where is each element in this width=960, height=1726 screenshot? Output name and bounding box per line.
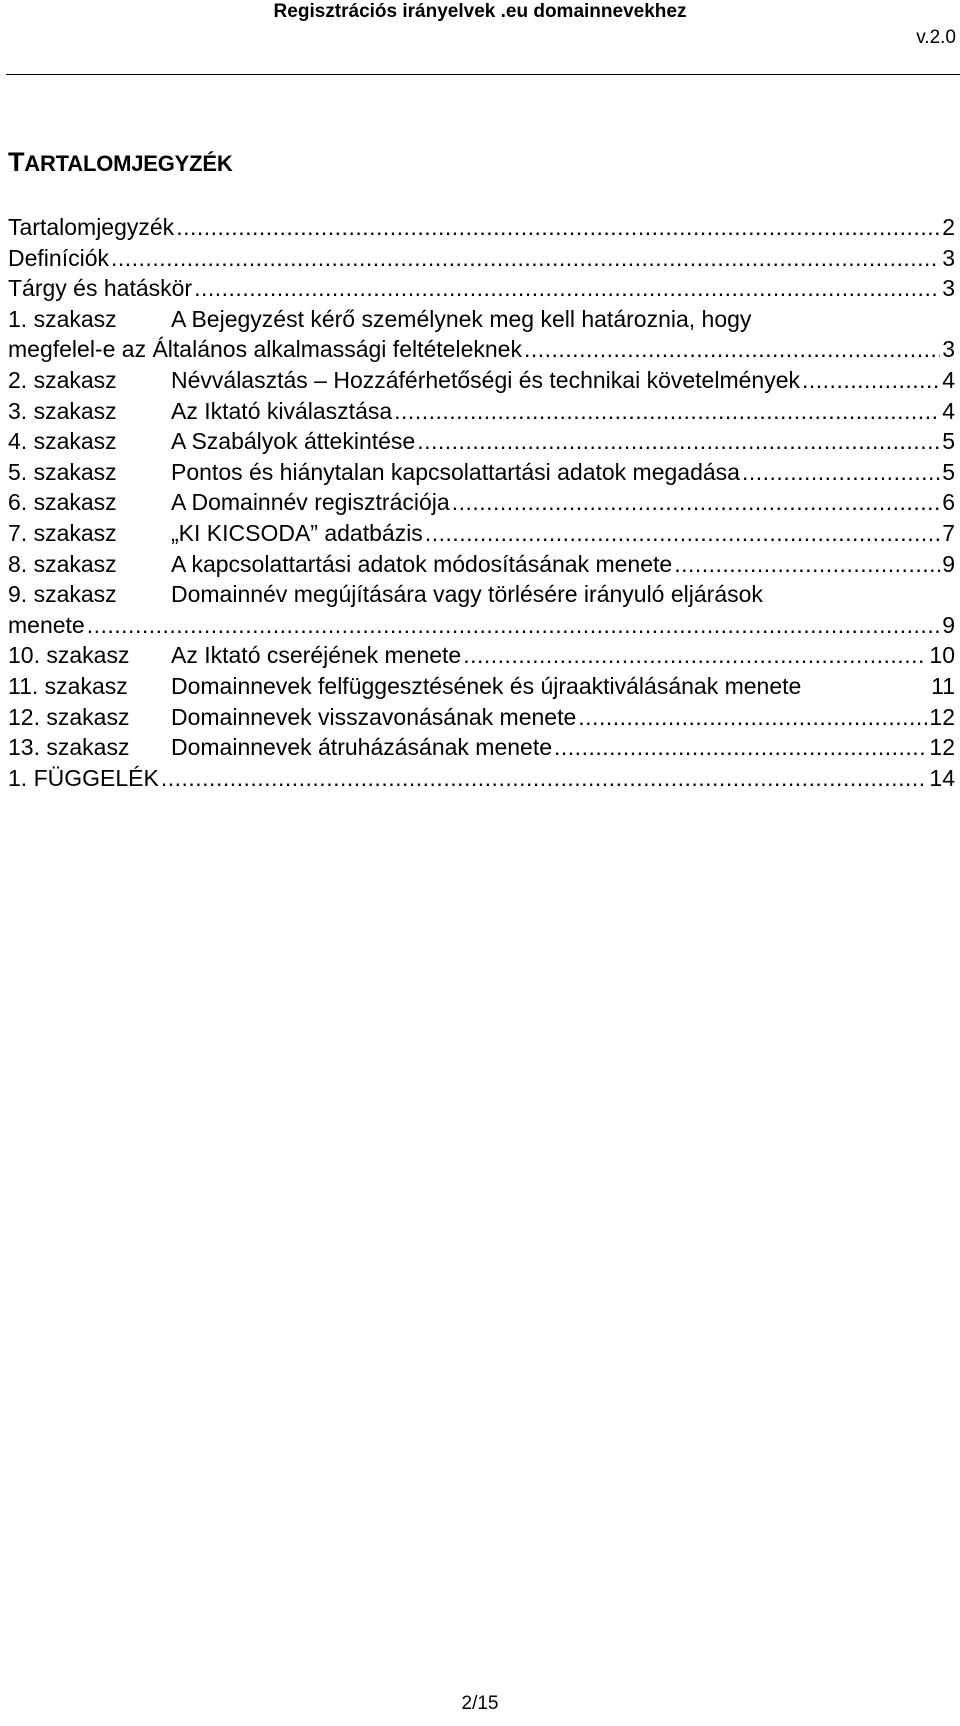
toc-entry-number: 9. szakasz bbox=[8, 581, 117, 608]
toc-entry-continuation bbox=[8, 334, 955, 365]
toc-entry-title: Tartalomjegyzék bbox=[8, 214, 175, 240]
toc-entry-title: 1. FÜGGELÉK bbox=[8, 764, 159, 791]
toc-entry-title: „KI KICSODA” adatbázis bbox=[171, 519, 423, 546]
toc-entry-page: 9 bbox=[942, 550, 955, 577]
toc-entry-title: A Szabályok áttekintése bbox=[171, 428, 416, 455]
toc-entry[interactable] bbox=[8, 732, 955, 763]
toc-entry-page: 10 bbox=[929, 642, 955, 669]
toc-leader-dots bbox=[802, 365, 940, 396]
toc-entry[interactable] bbox=[8, 396, 955, 427]
toc-leader-dots bbox=[425, 518, 940, 549]
toc-leader-dots bbox=[111, 243, 940, 274]
toc-entry-page: 7 bbox=[942, 519, 955, 546]
toc-entry-number: 5. szakasz bbox=[8, 458, 117, 485]
toc-leader-dots bbox=[463, 640, 927, 671]
toc-entry[interactable] bbox=[8, 365, 955, 396]
toc-entry-title-continuation: megfelel-e az Általános alkalmassági feltételeknek bbox=[8, 336, 522, 363]
toc-entry-title: A kapcsolattartási adatok módosításának menete bbox=[171, 550, 673, 577]
toc-leader-dots bbox=[161, 763, 928, 794]
toc-entry-page: 14 bbox=[929, 764, 955, 791]
toc-entry[interactable] bbox=[8, 579, 955, 610]
toc-entry[interactable] bbox=[8, 212, 955, 243]
toc-entry-number: 8. szakasz bbox=[8, 550, 117, 577]
toc-entry-page: 12 bbox=[929, 734, 955, 761]
toc-entry-number: 6. szakasz bbox=[8, 489, 117, 516]
toc-leader-dots bbox=[554, 732, 927, 763]
toc-entry-title: Domainnevek felfüggesztésének és újraaktiválásának menete bbox=[171, 672, 802, 699]
header-title: Regisztrációs irányelvek .eu domainnevekhez bbox=[273, 1, 687, 22]
toc-entry-page: 6 bbox=[942, 489, 955, 516]
toc-leader-dots bbox=[194, 273, 940, 304]
toc-entry-title-continuation: menete bbox=[8, 611, 85, 638]
toc-entry-page: 4 bbox=[942, 397, 955, 424]
table-of-contents bbox=[8, 212, 955, 793]
toc-entry-page: 3 bbox=[942, 275, 955, 302]
toc-entry-page: 4 bbox=[942, 366, 955, 393]
toc-leader-dots bbox=[87, 610, 940, 641]
header-version: v.2.0 bbox=[916, 27, 956, 48]
toc-entry[interactable] bbox=[8, 549, 955, 580]
toc-entry-continuation bbox=[8, 610, 955, 641]
toc-entry[interactable] bbox=[8, 487, 955, 518]
toc-entry-number: 1. szakasz bbox=[8, 305, 117, 332]
toc-entry-page: 11 bbox=[931, 672, 955, 699]
toc-leader-dots bbox=[524, 334, 940, 365]
toc-entry-page: 12 bbox=[929, 703, 955, 730]
toc-entry-title: Tárgy és hatáskör bbox=[8, 275, 193, 302]
toc-leader-dots bbox=[394, 396, 940, 427]
toc-entry-number: 10. szakasz bbox=[8, 642, 130, 669]
toc-leader-dots bbox=[742, 457, 940, 488]
toc-entry-title: Domainnevek átruházásának menete bbox=[171, 734, 553, 761]
toc-entry[interactable] bbox=[8, 304, 955, 335]
toc-entry[interactable] bbox=[8, 457, 955, 488]
toc-entry-title: Domainnév megújítására vagy törlésére irányuló eljárások bbox=[171, 581, 763, 608]
page-number: 2/15 bbox=[461, 1693, 499, 1714]
toc-entry[interactable] bbox=[8, 671, 955, 702]
toc-entry[interactable] bbox=[8, 702, 955, 733]
toc-entry-number: 13. szakasz bbox=[8, 734, 130, 761]
toc-entry-page: 5 bbox=[942, 428, 955, 455]
header-divider bbox=[6, 74, 960, 75]
toc-entry-number: 11. szakasz bbox=[8, 672, 128, 699]
toc-entry-number: 3. szakasz bbox=[8, 397, 117, 424]
toc-leader-dots bbox=[176, 212, 940, 243]
toc-entry-title: Definíciók bbox=[8, 244, 109, 271]
toc-leader-dots bbox=[452, 487, 941, 518]
toc-entry-page: 3 bbox=[942, 244, 955, 271]
toc-entry[interactable] bbox=[8, 273, 955, 304]
toc-entry-title: A Bejegyzést kérő személynek meg kell határoznia, hogy bbox=[171, 305, 752, 332]
toc-entry-page: 9 bbox=[942, 611, 955, 638]
toc-entry-title: Domainnevek visszavonásának menete bbox=[171, 703, 577, 730]
toc-entry-title: A Domainnév regisztrációja bbox=[171, 489, 450, 516]
toc-entry-page: 5 bbox=[942, 458, 955, 485]
toc-entry[interactable] bbox=[8, 243, 955, 274]
toc-entry-number: 7. szakasz bbox=[8, 519, 117, 546]
toc-entry-title: Pontos és hiánytalan kapcsolattartási adatok megadása bbox=[171, 458, 740, 485]
toc-entry[interactable] bbox=[8, 763, 955, 794]
toc-entry-page: 3 bbox=[942, 336, 955, 363]
toc-entry-title: Névválasztás – Hozzáférhetőségi és technikai követelmények bbox=[171, 366, 800, 393]
toc-entry[interactable] bbox=[8, 640, 955, 671]
toc-entry-number: 2. szakasz bbox=[8, 366, 117, 393]
toc-entry-title: Az Iktató kiválasztása bbox=[171, 397, 393, 424]
toc-entry-title: Az Iktató cseréjének menete bbox=[171, 642, 462, 669]
toc-entry-number: 4. szakasz bbox=[8, 428, 117, 455]
toc-entry[interactable] bbox=[8, 426, 955, 457]
toc-entry-number: 12. szakasz bbox=[8, 703, 130, 730]
toc-heading: TARTALOMJEGYZÉK bbox=[8, 147, 233, 177]
toc-entry-page: 2 bbox=[942, 214, 955, 240]
toc-leader-dots bbox=[674, 549, 940, 580]
toc-entry[interactable] bbox=[8, 518, 955, 549]
toc-leader-dots bbox=[417, 426, 940, 457]
toc-leader-dots bbox=[578, 702, 927, 733]
